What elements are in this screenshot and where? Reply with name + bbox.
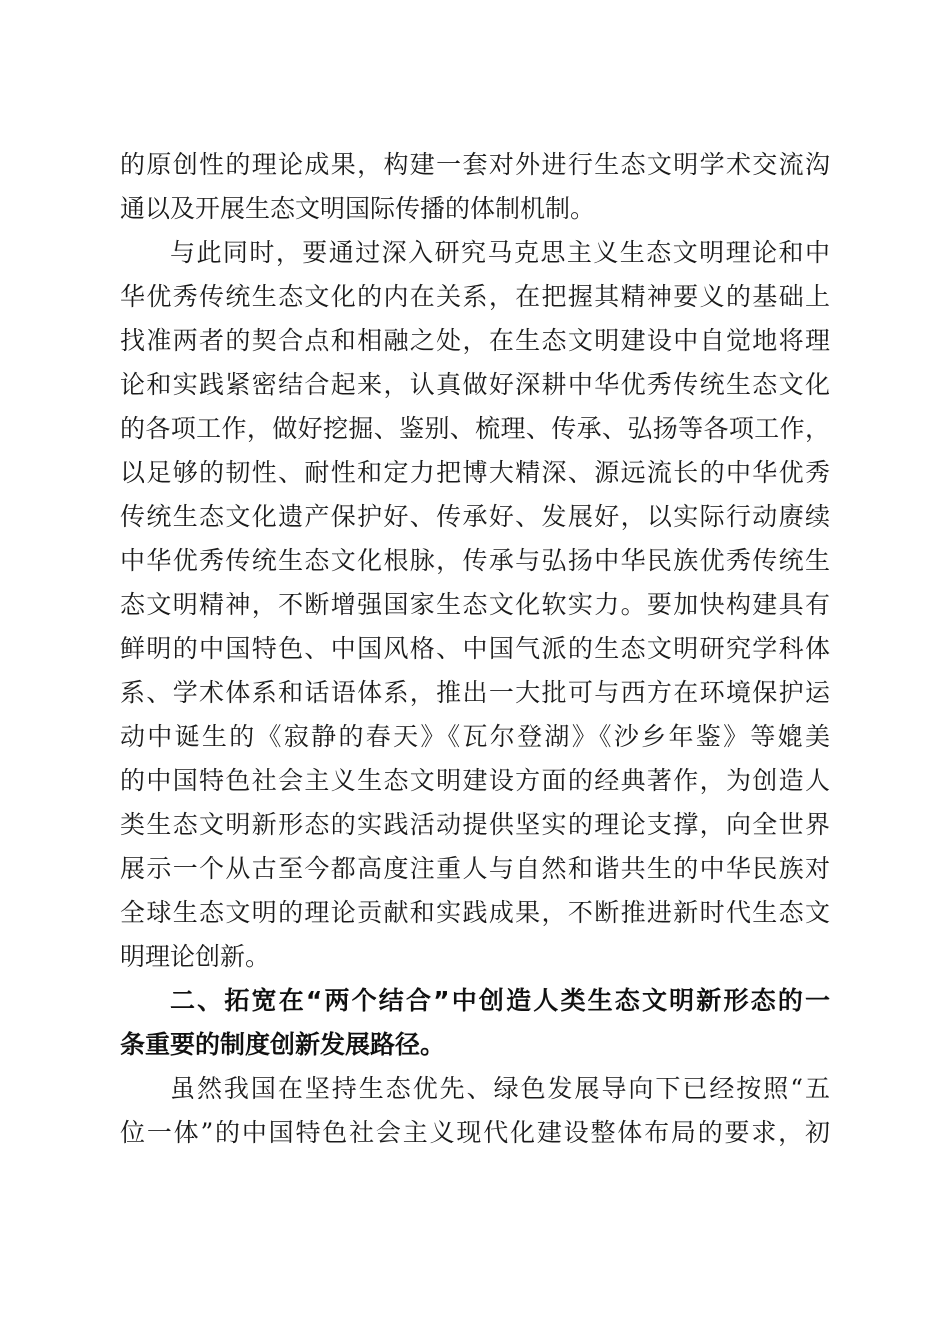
text-line: 位一体”的中国特色社会主义现代化建设整体布局的要求，初 [120,1118,830,1147]
text-line: 以足够的韧性、耐性和定力把博大精深、源远流长的中华优秀 [120,458,830,487]
text-line: 中华优秀传统生态文化根脉，传承与弘扬中华民族优秀传统生 [120,546,830,575]
paragraph-start-line: 虽然我国在坚持生态优先、绿色发展导向下已经按照“五 [170,1074,830,1103]
text-line: 动中诞生的《寂静的春天》《瓦尔登湖》《沙乡年鉴》等媲美 [120,722,830,751]
text-line: 的原创性的理论成果，构建一套对外进行生态文明学术交流沟 [120,150,830,179]
text-line: 展示一个从古至今都高度注重人与自然和谐共生的中华民族对 [120,854,830,883]
text-line: 通以及开展生态文明国际传播的体制机制。 [120,194,596,223]
text-line: 论和实践紧密结合起来，认真做好深耕中华优秀传统生态文化 [120,370,830,399]
text-line: 找准两者的契合点和相融之处，在生态文明建设中自觉地将理 [120,326,830,355]
text-line: 态文明精神，不断增强国家生态文化软实力。要加快构建具有 [120,590,830,619]
text-line: 鲜明的中国特色、中国风格、中国气派的生态文明研究学科体 [120,634,830,663]
text-line: 全球生态文明的理论贡献和实践成果，不断推进新时代生态文 [120,898,830,927]
text-line: 传统生态文化遗产保护好、传承好、发展好，以实际行动赓续 [120,502,830,531]
section-heading-continued: 条重要的制度创新发展路径。 [120,1030,446,1059]
text-line: 明理论创新。 [120,942,271,971]
text-line: 的各项工作，做好挖掘、鉴别、梳理、传承、弘扬等各项工作， [120,414,830,443]
text-line: 系、学术体系和话语体系，推出一大批可与西方在环境保护运 [120,678,830,707]
paragraph-start-line: 与此同时，要通过深入研究马克思主义生态文明理论和中 [170,238,830,267]
text-line: 华优秀传统生态文化的内在关系，在把握其精神要义的基础上 [120,282,830,311]
text-line: 类生态文明新形态的实践活动提供坚实的理论支撑，向全世界 [120,810,830,839]
section-heading: 二、拓宽在“两个结合”中创造人类生态文明新形态的一 [170,986,830,1015]
text-line: 的中国特色社会主义生态文明建设方面的经典著作，为创造人 [120,766,830,795]
